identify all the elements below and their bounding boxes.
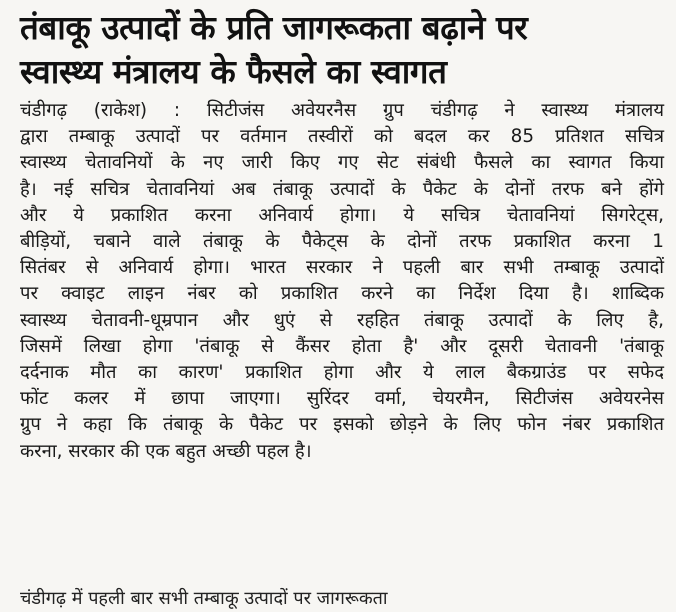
cropped-next-text: चंडीगढ़ में पहली बार सभी तम्बाकू उत्पादों पर जागरूकता bbox=[20, 588, 388, 609]
body-line-11: दर्दनाक मौत का कारण' प्रकाशित होगा और ये लाल बैकग्राउंड पर सफेद bbox=[20, 362, 664, 384]
headline-line-2: स्वास्थ्य मंत्रालय के फैसले का स्वागत bbox=[20, 52, 447, 91]
body-line-10: जिसमें लिखा होगा 'तंबाकू से कैंसर होता है' और दूसरी चेतावनी 'तंबाकू bbox=[20, 335, 664, 357]
article-body bbox=[20, 98, 664, 465]
body-line-6: बीड़ियों, चबाने वाले तंबाकू के पैकेट्स के दोनों तरफ प्रकाशित करना 1 bbox=[20, 231, 664, 253]
body-line-2: द्वारा तम्बाकू उत्पादों पर वर्तमान तस्वीरों को बदल कर 85 प्रतिशत सचित्र bbox=[20, 126, 664, 148]
body-line-1: चंडीगढ़ (राकेश) : सिटीजंस अवेयरनैस ग्रुप चंडीगढ़ ने स्वास्थ्य मंत्रालय bbox=[20, 100, 664, 121]
body-line-8: पर क्वाइट लाइन नंबर को प्रकाशित करने का निर्देश दिया है। शाब्दिक bbox=[20, 283, 664, 305]
body-line-9: स्वास्थ्य चेतावनी-धूम्रपान और धुएं से रहहित तंबाकू उत्पादों के लिए है, bbox=[20, 309, 664, 331]
body-line-13: ग्रुप ने कहा कि तंबाकू के पैकेट पर इसको छोड़ने के लिए फोन नंबर प्रकाशित bbox=[20, 414, 664, 436]
body-line-12: फोंट कलर में छापा जाएगा। सुरिंदर वर्मा, चेयरमैन, सिटीजंस अवेयरनेस bbox=[20, 388, 664, 410]
body-line-4: है। नई सचित्र चेतावनियां अब तंबाकू उत्पादों के पैकेट के दोनों तरफ बने होंगे bbox=[20, 178, 664, 200]
body-line-5: और ये प्रकाशित करना अनिवार्य होगा। ये सचित्र चेतावनियां सिगरेट्स, bbox=[20, 204, 664, 226]
body-line-3: स्वास्थ्य चेतावनियों के नए जारी किए गए सेट संबंधी फैसले का स्वागत किया bbox=[20, 152, 664, 174]
headline-line-1: तंबाकू उत्पादों के प्रति जागरूकता बढ़ाने पर bbox=[20, 8, 528, 47]
body-line-7: सितंबर से अनिवार्य होगा। भारत सरकार ने पहली बार सभी तम्बाकू उत्पादों bbox=[20, 257, 664, 279]
article-headline bbox=[20, 6, 664, 94]
body-line-14: करना, सरकार की एक बहुत अच्छी पहल है। bbox=[20, 440, 312, 462]
